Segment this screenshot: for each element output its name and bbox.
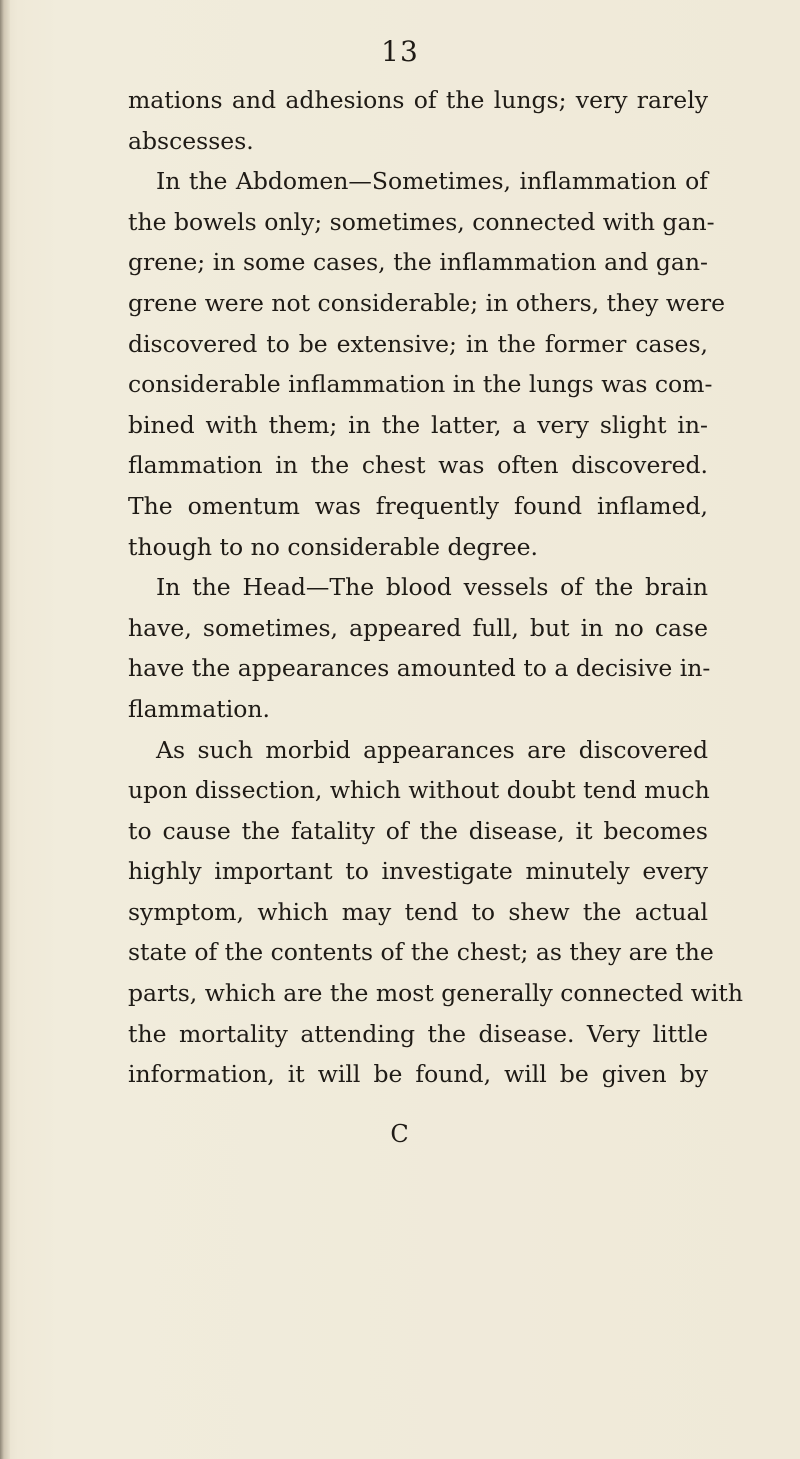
page-number: 13: [381, 35, 419, 68]
text-line: discovered to be extensive; in the former cases,: [128, 329, 708, 358]
binding-edge: [0, 0, 10, 1459]
text-line: grene; in some cases, the inflammation and gan-: [128, 248, 708, 277]
signature-mark: C: [390, 1120, 410, 1148]
text-line: state of the contents of the chest; as they are the: [128, 938, 714, 967]
text-line: As such morbid appearances are discovered: [156, 735, 708, 764]
text-line: The omentum was frequently found inflamed,: [128, 491, 708, 520]
text-line: considerable inflammation in the lungs was com-: [128, 370, 713, 399]
text-line: the bowels only; sometimes, connected with gan-: [128, 207, 715, 236]
text-line: grene were not considerable; in others, they were: [128, 288, 725, 317]
text-line: upon dissection, which without doubt tend much: [128, 776, 710, 805]
text-line: flammation in the chest was often discovered.: [128, 451, 708, 480]
text-line: bined with them; in the latter, a very slight in-: [128, 410, 708, 439]
text-line: the mortality attending the disease. Very little: [128, 1019, 708, 1048]
text-line: highly important to investigate minutely every: [128, 857, 708, 886]
text-line: mations and adhesions of the lungs; very rarely: [128, 86, 708, 114]
text-line: information, it will be found, will be given by: [128, 1060, 708, 1089]
text-line: parts, which are the most generally connected with: [128, 979, 743, 1008]
text-line: In the Head—The blood vessels of the brain: [156, 573, 708, 602]
text-line: symptom, which may tend to shew the actual: [128, 897, 708, 926]
text-line: though to no considerable degree.: [128, 532, 538, 561]
text-line: have the appearances amounted to a decisive in-: [128, 654, 711, 683]
body-text: [128, 80, 743, 1095]
text-line: In the Abdomen—Sometimes, inflammation of: [156, 167, 708, 196]
text-line: have, sometimes, appeared full, but in no case: [128, 613, 708, 642]
text-line: flammation.: [128, 694, 270, 723]
text-line: abscesses.: [128, 126, 254, 155]
text-line: to cause the fatality of the disease, it becomes: [128, 816, 708, 845]
